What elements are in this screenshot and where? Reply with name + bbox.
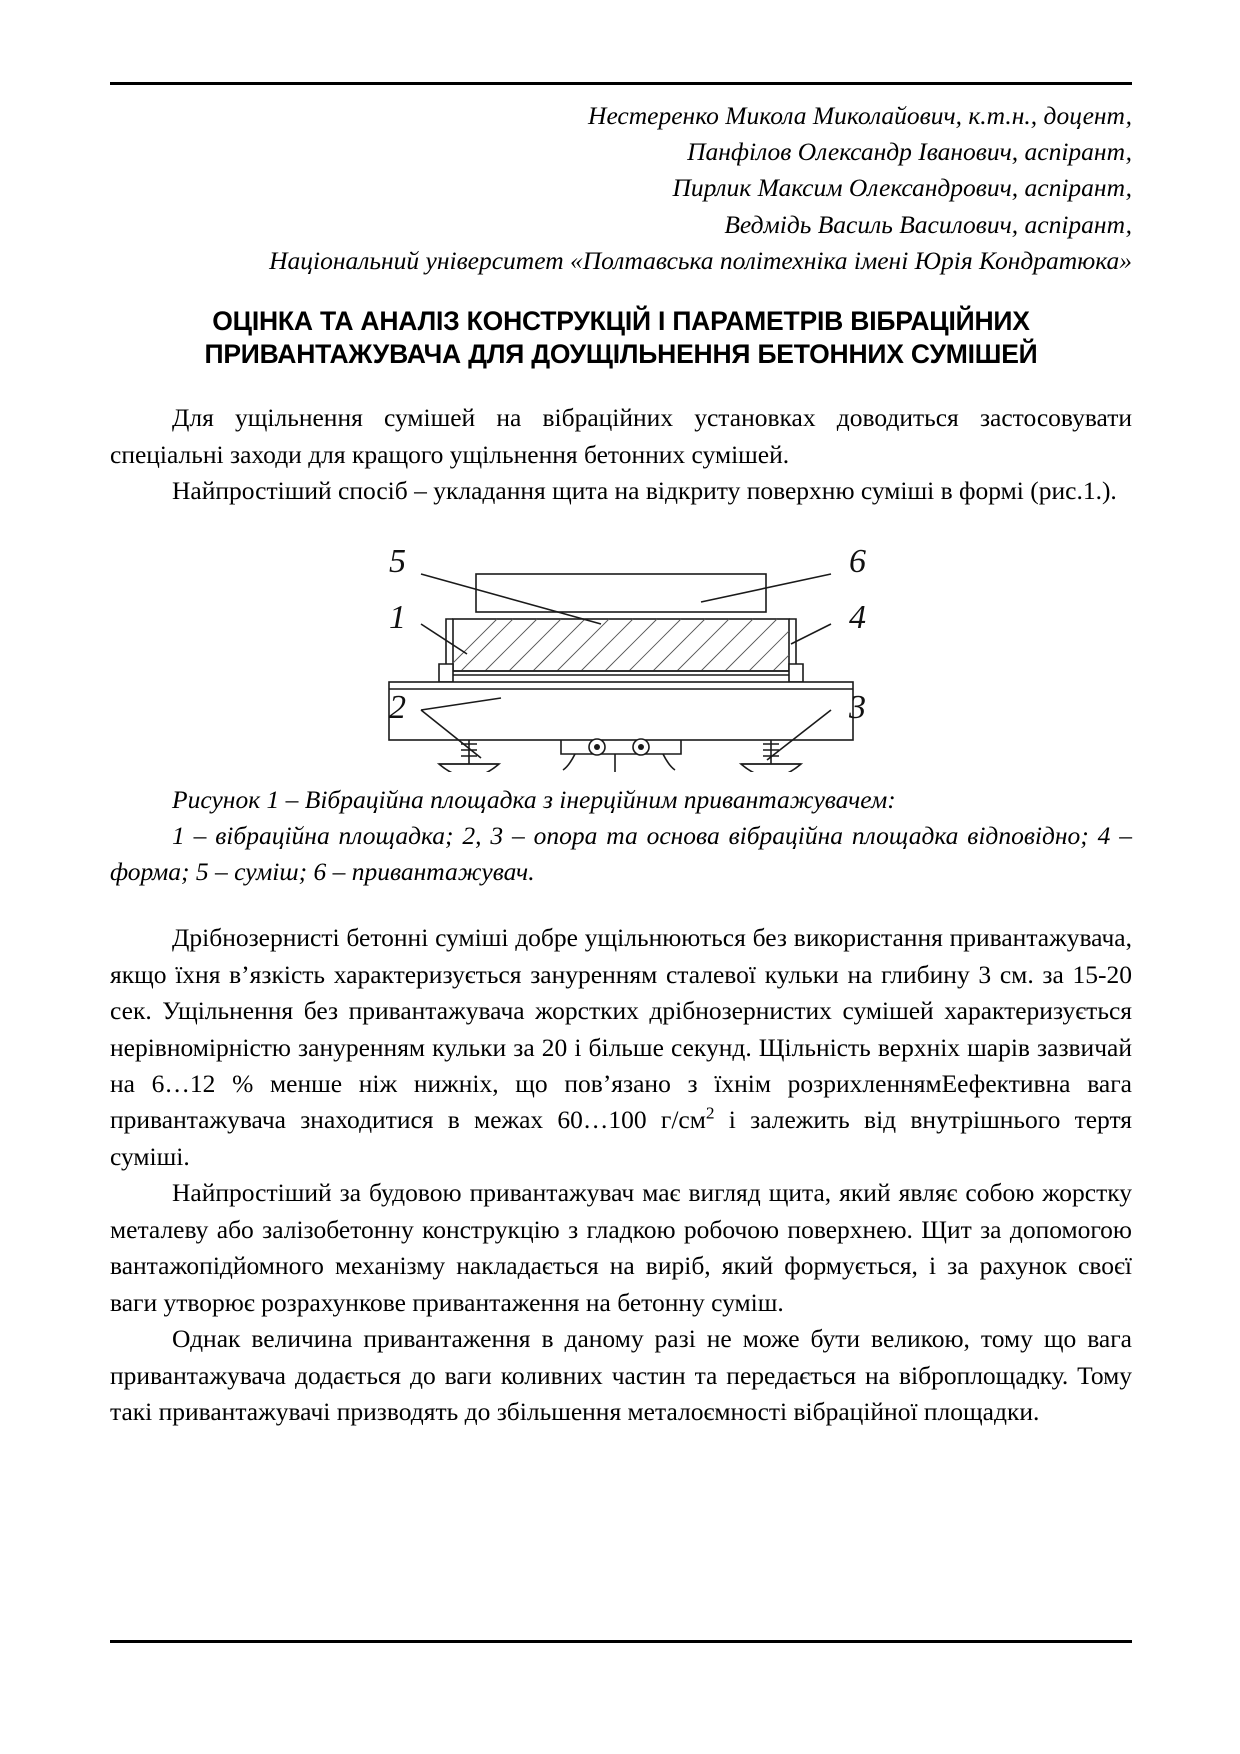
header-rule <box>110 82 1132 85</box>
figure-caption-line-1: Рисунок 1 – Вібраційна площадка з інерційним привантажувачем: <box>172 784 896 814</box>
leader-4 <box>791 624 831 644</box>
callout-1: 1 <box>389 598 406 636</box>
paragraph-2: Найпростіший спосіб – укладання щита на відкриту поверхню суміші в формі (рис.1.). <box>172 476 1117 506</box>
intro-block <box>110 400 1132 509</box>
callout-3: 3 <box>849 688 866 726</box>
page-content <box>110 98 1132 1431</box>
footer-rule <box>110 1640 1132 1643</box>
page-title: ОЦІНКА ТА АНАЛІЗ КОНСТРУКЦІЙ І ПАРАМЕТРІВ ВІБРАЦІЙНИХ ПРИВАНТАЖУВАЧА ДЛЯ ДОУЩІЛЬНЕННЯ БЕТОННИХ СУМІШЕЙ <box>204 306 1038 369</box>
callout-2: 2 <box>389 688 406 726</box>
paragraph-3-part-1: Дрібнозернисті бетонні суміші добре ущільнюються без використання привантажувача, якщо їхня в’язкість характеризується зануренням сталевої кульки на глибину 3 см. за 15-20 сек. Ущільнення без привантажувача жорстких дрібнозернистих сумішей характеризується нерівномірністю зануренням кульки за 20 і більше секунд. Щільність верхніх шарів зазвичай на 6…12 % менше ніж нижніх, що пов’язано з їхнім розрихленнямЕефективна вага привантажувача знаходитися в межах 60…100 г/см <box>110 923 1132 1135</box>
author-3: Пирлик Максим Олександрович, аспірант, <box>672 173 1132 203</box>
author-1: Нестеренко Микола Миколайович, к.т.н., доцент, <box>588 101 1132 130</box>
paragraph-5: Однак величина привантаження в даному разі не може бути великою, тому що вага привантажувача додається до ваги коливних частин та передається на віброплощадку. Тому такі привантажувачі призводять до збільшення металоємності вібраційної площадки. <box>110 1324 1132 1427</box>
callout-6: 6 <box>849 542 866 580</box>
author-2: Панфілов Олександр Іванович, аспірант, <box>687 137 1132 167</box>
main-text-block <box>110 920 1132 1430</box>
figure-caption-line-2: 1 – вібраційна площадка; 2, 3 – опора та основа вібраційна площадка відповідно; 4 – форма; 5 – суміш; 6 – привантажувач. <box>110 820 1132 886</box>
diagram-table-body <box>389 682 853 740</box>
callout-5: 5 <box>389 542 406 580</box>
paragraph-4: Найпростіший за будовою привантажувач має вигляд щита, який являє собою жорстку металеву або залізобетонну конструкцію з гладкою робочою поверхнею. Щит за допомогою вантажопідйомного механізму накладається на виріб, який формується, і за рахунок своєї ваги утворює розрахункове привантаження на бетонну суміш. <box>110 1178 1132 1317</box>
paragraph-3 <box>110 920 1132 1175</box>
diagram-support-left <box>439 740 499 772</box>
diagram-vibrator-housing <box>561 740 681 754</box>
author-4: Ведмідь Василь Василович, аспірант, <box>724 209 1132 239</box>
figure-1 <box>110 532 1132 772</box>
callout-4: 4 <box>849 598 866 636</box>
diagram-mix-layer <box>453 619 789 671</box>
author-list <box>110 98 1132 243</box>
vibration-platform-diagram <box>271 532 971 772</box>
diagram-loader-plate <box>476 574 766 612</box>
paragraph-3-superscript: 2 <box>705 1103 715 1123</box>
affiliation: Національний університет «Полтавська політехніка імені Юрія Кондратюка» <box>269 245 1132 275</box>
paragraph-1: Для ущільнення сумішей на вібраційних установках доводиться застосовувати спеціальні заходи для кращого ущільнення бетонних сумішей. <box>110 403 1132 469</box>
figure-caption <box>110 782 1132 891</box>
paragraph-3-part-2: і залежить від внутрішнього тертя суміші. <box>110 1105 1132 1171</box>
